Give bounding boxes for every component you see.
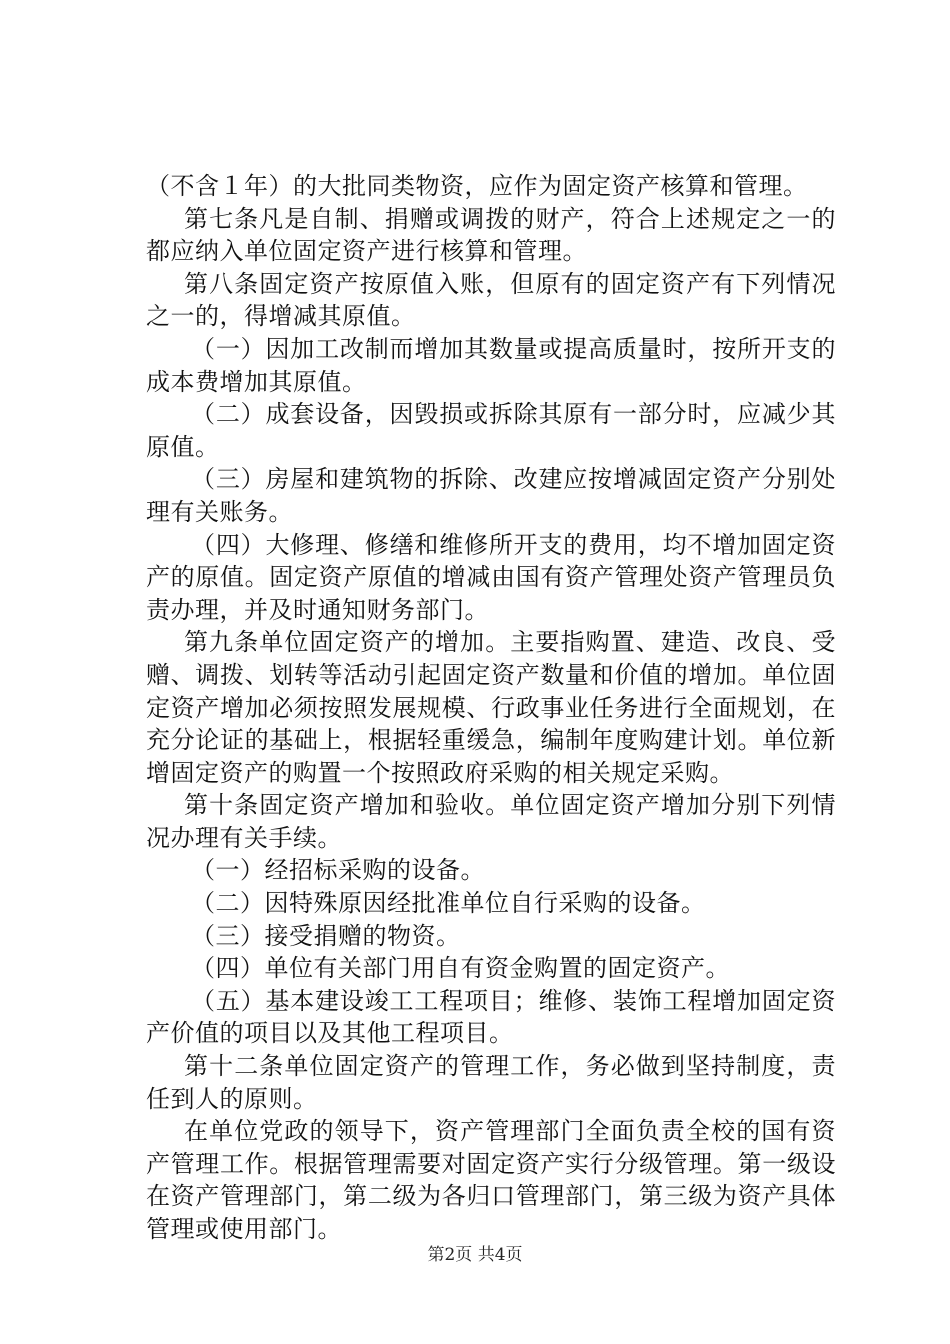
paragraph-item-3b: （三）接受捐赠的物资。 bbox=[191, 921, 461, 950]
paragraph-item-1b: （一）经招标采购的设备。 bbox=[191, 856, 485, 885]
page-footer bbox=[0, 1244, 950, 1266]
paragraph-article-8: 第八条固定资产按原值入账，但原有的固定资产有下列情况之一的，得增减其原值。 bbox=[146, 269, 836, 331]
paragraph-item-2: （二）成套设备，因毁损或拆除其原有一部分时，应减少其原值。 bbox=[146, 400, 836, 461]
page-number-label: 第2页 共4页 bbox=[427, 1245, 523, 1265]
paragraph-article-10: 第十条固定资产增加和验收。单位固定资产增加分别下列情况办理有关手续。 bbox=[146, 791, 836, 852]
paragraph-article-9: 第九条单位固定资产的增加。主要指购置、建造、改良、受赠、调拨、划转等活动引起固定资产数量和价值的增加。单位固定资产增加必须按照发展规模、行政事业任务进行全面规划，在充分论证的基础上，根据轻重缓急，编制年度购建计划。单位新增固定资产的购置一个按照政府采购的相关规定采购。 bbox=[146, 628, 836, 787]
paragraph-item-4b: （四）单位有关部门用自有资金购置的固定资产。 bbox=[191, 954, 730, 983]
paragraph-item-2b: （二）因特殊原因经批准单位自行采购的设备。 bbox=[191, 889, 706, 918]
paragraph-article-12: 第十二条单位固定资产的管理工作，务必做到坚持制度，责任到人的原则。 bbox=[146, 1052, 836, 1113]
document-body bbox=[146, 170, 836, 1246]
paragraph-item-5b: （五）基本建设竣工工程项目；维修、装饰工程增加固定资产价值的项目以及其他工程项目。 bbox=[146, 986, 836, 1048]
paragraph-item-1: （一）因加工改制而增加其数量或提高质量时，按所开支的成本费增加其原值。 bbox=[146, 334, 836, 396]
paragraph-item-3: （三）房屋和建筑物的拆除、改建应按增减固定资产分别处理有关账务。 bbox=[146, 465, 836, 526]
paragraph-article-7: 第七条凡是自制、捐赠或调拨的财产，符合上述规定之一的都应纳入单位固定资产进行核算和管理。 bbox=[146, 204, 836, 266]
paragraph-item-4: （四）大修理、修缮和维修所开支的费用，均不增加固定资产的原值。固定资产原值的增减由国有资产管理处资产管理员负责办理，并及时通知财务部门。 bbox=[146, 530, 836, 624]
paragraph-management: 在单位党政的领导下，资产管理部门全面负责全校的国有资产管理工作。根据管理需要对固定资产实行分级管理。第一级设在资产管理部门，第二级为各归口管理部门，第三级为资产具体管理或使用部门。 bbox=[146, 1117, 836, 1243]
paragraph-1: （不含１年）的大批同类物资，应作为固定资产核算和管理。 bbox=[146, 172, 808, 200]
